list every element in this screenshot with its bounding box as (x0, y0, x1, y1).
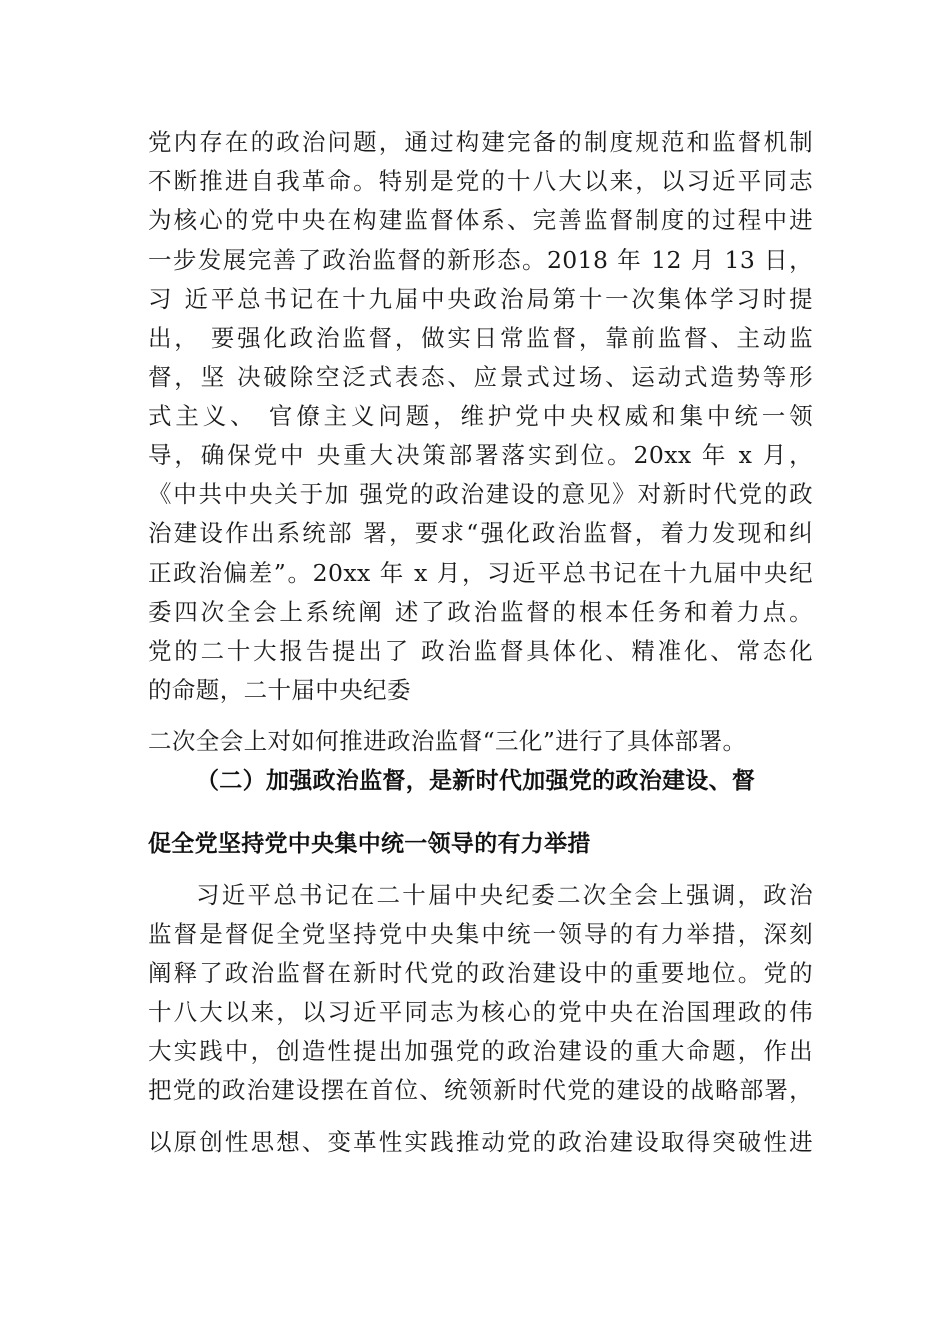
paragraph-1-line-7: 督，坚 决破除空泛式表态、应景式过场、运动式造势等形 (148, 363, 813, 391)
paragraph-1-line-9: 导，确保党中 央重大决策部署落实到位。20xx 年 x 月， (148, 441, 813, 469)
paragraph-3-line-5: 大实践中，创造性提出加强党的政治建设的重大命题，作出 (148, 1037, 813, 1065)
section-heading-line-1: （二）加强政治监督，是新时代加强党的政治建设、督 (196, 768, 756, 794)
section-heading-line-2: 促全党坚持党中央集中统一领导的有力举措 (148, 831, 591, 857)
paragraph-1-line-5: 习 近平总书记在十九届中央政治局第十一次集体学习时提 (148, 285, 813, 313)
paragraph-1-line-10: 《中共中央关于加 强党的政治建设的意见》对新时代党的政 (148, 480, 813, 508)
paragraph-3-line-1: 习近平总书记在二十届中央纪委二次全会上强调，政治 (196, 881, 813, 909)
paragraph-1-line-4: 一步发展完善了政治监督的新形态。2018 年 12 月 13 日， (148, 246, 813, 274)
paragraph-3-line-4: 十八大以来，以习近平同志为核心的党中央在治国理政的伟 (148, 998, 813, 1026)
paragraph-1-line-13: 委四次全会上系统阐 述了政治监督的根本任务和着力点。 (148, 598, 813, 626)
paragraph-3-line-7: 以原创性思想、变革性实践推动党的政治建设取得突破性进 (148, 1128, 813, 1156)
paragraph-1-line-6: 出， 要强化政治监督，做实日常监督，靠前监督、主动监 (148, 324, 813, 352)
paragraph-3-line-3: 阐释了政治监督在新时代党的政治建设中的重要地位。党的 (148, 959, 813, 987)
paragraph-1-line-3: 为核心的党中央在构建监督体系、完善监督制度的过程中进 (148, 206, 813, 234)
paragraph-1-line-1: 党内存在的政治问题，通过构建完备的制度规范和监督机制 (148, 128, 813, 156)
paragraph-3-line-6: 把党的政治建设摆在首位、统领新时代党的建设的战略部署， (148, 1076, 813, 1104)
paragraph-1-line-2: 不断推进自我革命。特别是党的十八大以来，以习近平同志 (148, 167, 813, 195)
paragraph-1-line-15: 的命题，二十届中央纪委 (148, 676, 411, 704)
paragraph-1-line-12: 正政治偏差”。20xx 年 x 月，习近平总书记在十九届中央纪 (148, 559, 813, 587)
paragraph-1-line-14: 党的二十大报告提出了 政治监督具体化、精准化、常态化 (148, 637, 813, 665)
paragraph-1-line-8: 式主义、 官僚主义问题，维护党中央权威和集中统一领 (148, 402, 813, 430)
paragraph-2-line: 二次全会上对如何推进政治监督“三化”进行了具体部署。 (148, 727, 747, 755)
paragraph-1-line-11: 治建设作出系统部 署，要求“强化政治监督，着力发现和纠 (148, 519, 813, 547)
paragraph-3-line-2: 监督是督促全党坚持党中央集中统一领导的有力举措，深刻 (148, 920, 813, 948)
